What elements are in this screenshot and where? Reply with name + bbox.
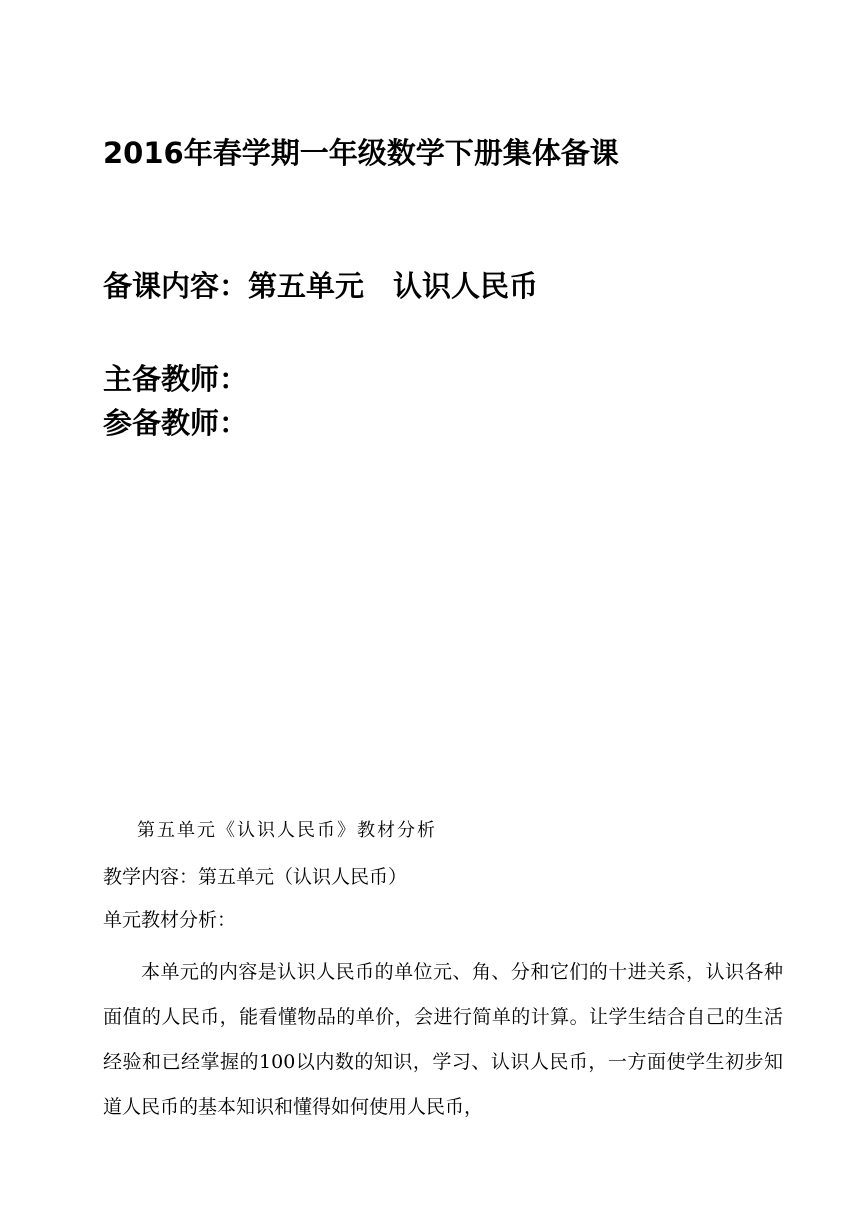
unit-analysis-label: 单元教材分析：	[103, 909, 237, 931]
analysis-title: 第五单元《认识人民币》教材分析	[137, 820, 437, 841]
lesson-content-heading: 备课内容：第五单元 认识人民币	[103, 269, 539, 303]
main-teacher-label: 主备教师：	[103, 362, 249, 396]
teaching-content-line: 教学内容：第五单元（认识人民币）	[103, 866, 408, 888]
analysis-paragraph: 本单元的内容是认识人民币的单位元、角、分和它们的十进关系，认识各种面值的人民币，能看懂物品的单价，会进行简单的计算。让学生结合自己的生活经验和已经掌握的100以内数的知识，学习、认识人民币，一方面使学生初步知道人民币的基本知识和懂得如何使用人民币，	[103, 961, 783, 1118]
assistant-teacher-label: 参备教师：	[103, 406, 249, 440]
document-title: 2016年春学期一年级数学下册集体备课	[103, 136, 619, 170]
